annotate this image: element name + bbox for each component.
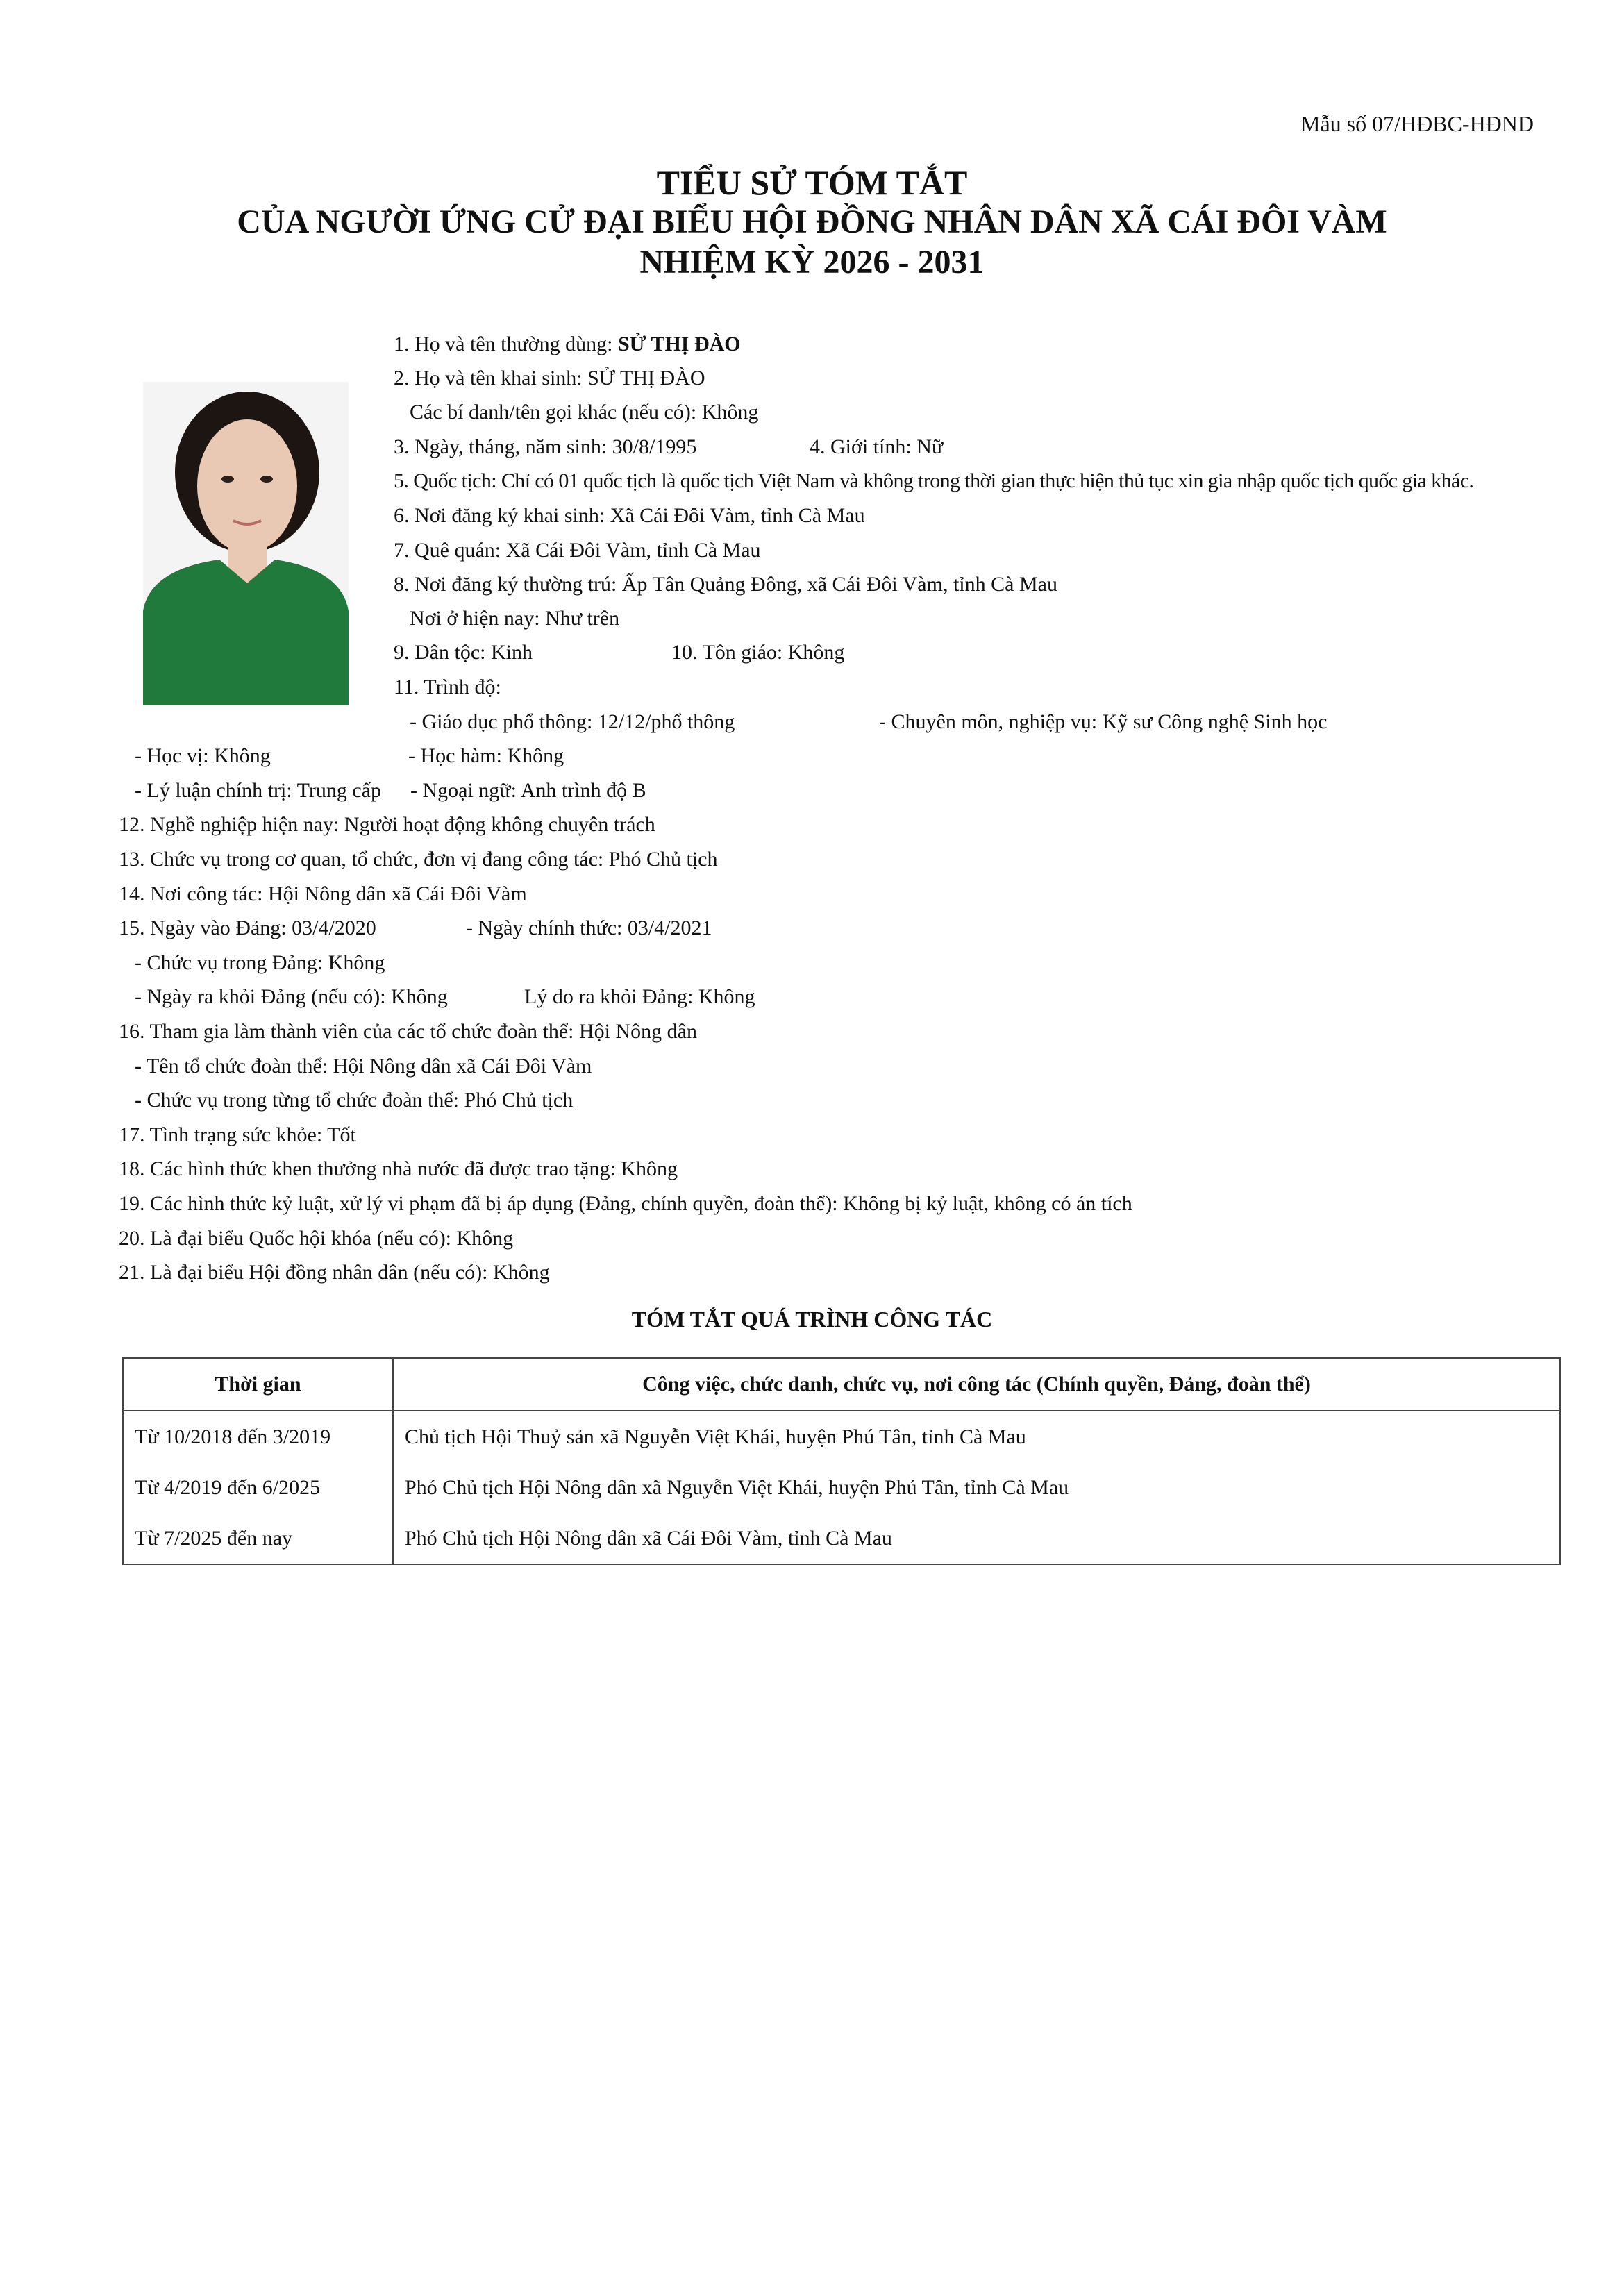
cell-position: Phó Chủ tịch Hội Nông dân xã Nguyễn Việt Khái, huyện Phú Tân, tỉnh Cà Mau: [393, 1462, 1560, 1513]
field-position: 13. Chức vụ trong cơ quan, tổ chức, đơn vị đang công tác: Phó Chủ tịch: [119, 848, 718, 871]
field-common-name: 1. Họ và tên thường dùng: SỬ THỊ ĐÀO: [394, 333, 741, 355]
cell-period: Từ 4/2019 đến 6/2025: [123, 1462, 393, 1513]
field-party-position: - Chức vụ trong Đảng: Không: [135, 951, 385, 974]
field-aliases: Các bí danh/tên gọi khác (nếu có): Không: [410, 401, 759, 424]
field-academic-title: - Học hàm: Không: [408, 744, 564, 767]
field-organization-position: - Chức vụ trong từng tổ chức đoàn thể: Phó Chủ tịch: [135, 1089, 574, 1112]
field-awards: 18. Các hình thức khen thưởng nhà nước đã được trao tặng: Không: [119, 1157, 678, 1180]
column-header-period: Thời gian: [123, 1358, 393, 1411]
field-nationality: 5. Quốc tịch: Chỉ có 01 quốc tịch là quốc tịch Việt Nam và không trong thời gian thực hiện thủ tục xin gia nhập quốc tịch quốc gia khác.: [394, 469, 1474, 492]
document-title: TIỂU SỬ TÓM TẮT: [656, 163, 968, 202]
field-gender: 4. Giới tính: Nữ: [810, 435, 944, 458]
cell-position: Chủ tịch Hội Thuỷ sản xã Nguyễn Việt Khái, huyện Phú Tân, tỉnh Cà Mau: [393, 1411, 1560, 1462]
work-history-title: TÓM TẮT QUÁ TRÌNH CÔNG TÁC: [631, 1307, 993, 1332]
field-ethnicity: 9. Dân tộc: Kinh: [394, 641, 533, 664]
field-education-heading: 11. Trình độ:: [394, 676, 501, 698]
candidate-portrait: [143, 382, 349, 705]
field-party-leave-date: - Ngày ra khỏi Đảng (nếu có): Không: [135, 985, 448, 1008]
table-header-row: [123, 1358, 1560, 1411]
portrait-image: [143, 382, 349, 705]
field-discipline: 19. Các hình thức kỷ luật, xử lý vi phạm đã bị áp dụng (Đảng, chính quyền, đoàn thể): Không bị kỷ luật, không có án tích: [119, 1192, 1132, 1215]
table-row: [123, 1462, 1560, 1513]
field-academic-degree: - Học vị: Không: [135, 744, 271, 767]
cell-position: Phó Chủ tịch Hội Nông dân xã Cái Đôi Vàm, tỉnh Cà Mau: [393, 1513, 1560, 1564]
field-birth-name: 2. Họ và tên khai sinh: SỬ THỊ ĐÀO: [394, 367, 705, 389]
field-foreign-language: - Ngoại ngữ: Anh trình độ B: [410, 779, 646, 802]
field-health: 17. Tình trạng sức khỏe: Tốt: [119, 1123, 356, 1146]
field-party-official-date: - Ngày chính thức: 03/4/2021: [466, 916, 712, 939]
field-current-residence: Nơi ở hiện nay: Như trên: [410, 607, 620, 630]
candidate-name: SỬ THỊ ĐÀO: [617, 333, 741, 355]
field-organization-name: - Tên tổ chức đoàn thể: Hội Nông dân xã Cái Đôi Vàm: [135, 1055, 592, 1078]
field-party-leave-reason: Lý do ra khỏi Đảng: Không: [524, 985, 755, 1008]
field-party-join-date: 15. Ngày vào Đảng: 03/4/2020: [119, 916, 376, 939]
field-permanent-residence: 8. Nơi đăng ký thường trú: Ấp Tân Quảng Đông, xã Cái Đôi Vàm, tỉnh Cà Mau: [394, 573, 1057, 596]
field-religion: 10. Tôn giáo: Không: [671, 641, 845, 664]
field-political-theory: - Lý luận chính trị: Trung cấp: [135, 779, 381, 802]
table-row: [123, 1513, 1560, 1564]
form-number: Mẫu số 07/HĐBC-HĐND: [1300, 111, 1534, 136]
column-header-position: Công việc, chức danh, chức vụ, nơi công tác (Chính quyền, Đảng, đoàn thể): [393, 1358, 1560, 1411]
field-date-of-birth: 3. Ngày, tháng, năm sinh: 30/8/1995: [394, 435, 697, 458]
field-hometown: 7. Quê quán: Xã Cái Đôi Vàm, tỉnh Cà Mau: [394, 539, 761, 562]
portrait-face: [197, 419, 297, 553]
field-birth-registration: 6. Nơi đăng ký khai sinh: Xã Cái Đôi Vàm, tỉnh Cà Mau: [394, 504, 865, 527]
field-occupation: 12. Nghề nghiệp hiện nay: Người hoạt động không chuyên trách: [119, 813, 655, 836]
cell-period: Từ 7/2025 đến nay: [123, 1513, 393, 1564]
document-term: NHIỆM KỲ 2026 - 2031: [639, 244, 985, 280]
field-organizations: 16. Tham gia làm thành viên của các tổ chức đoàn thể: Hội Nông dân: [119, 1020, 697, 1043]
table-row: [123, 1411, 1560, 1462]
document-subtitle: CỦA NGƯỜI ỨNG CỬ ĐẠI BIỂU HỘI ĐỒNG NHÂN DÂN XÃ CÁI ĐÔI VÀM: [237, 203, 1387, 240]
field-national-assembly: 20. Là đại biểu Quốc hội khóa (nếu có): Không: [119, 1227, 514, 1250]
field-profession: - Chuyên môn, nghiệp vụ: Kỹ sư Công nghệ Sinh học: [879, 710, 1328, 733]
field-general-education: - Giáo dục phổ thông: 12/12/phổ thông: [410, 710, 735, 733]
work-history-table: [122, 1357, 1561, 1565]
field-workplace: 14. Nơi công tác: Hội Nông dân xã Cái Đôi Vàm: [119, 882, 527, 905]
cell-period: Từ 10/2018 đến 3/2019: [123, 1411, 393, 1462]
field-peoples-council: 21. Là đại biểu Hội đồng nhân dân (nếu có): Không: [119, 1261, 550, 1284]
